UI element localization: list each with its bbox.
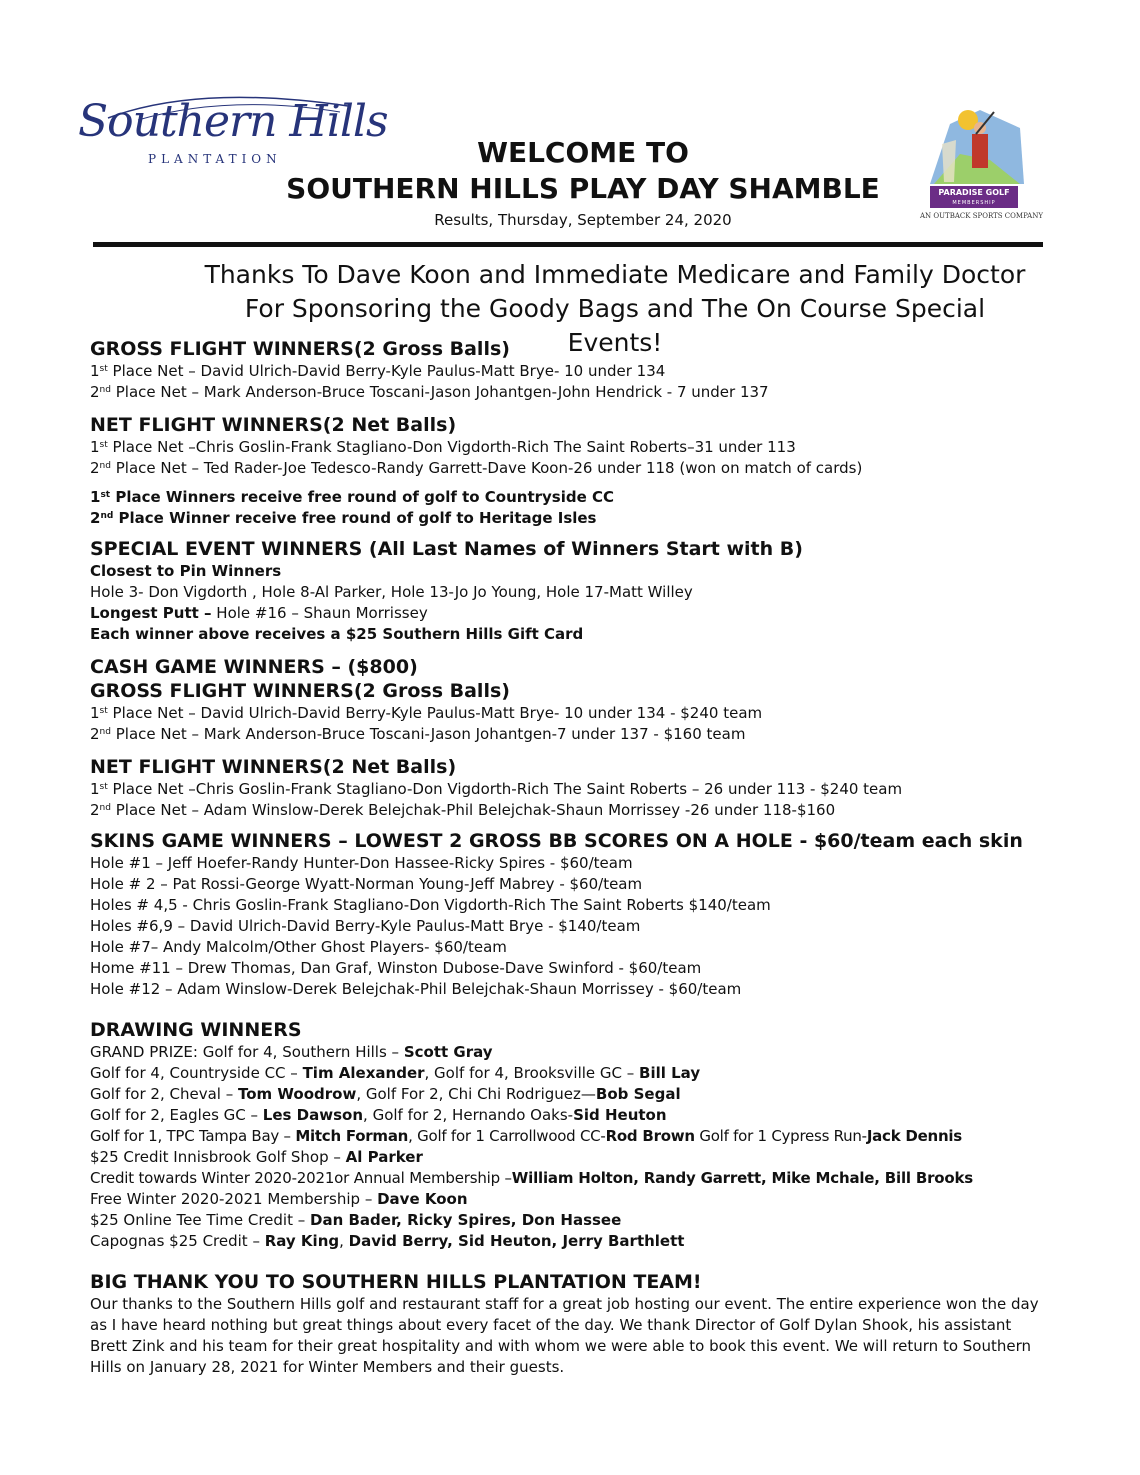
prize-text: , Golf for 2, Hernando Oaks- <box>363 1106 574 1124</box>
prize-first-line <box>90 487 1040 508</box>
skins-item: Hole #7– Andy Malcolm/Other Ghost Players- $60/team <box>90 938 507 956</box>
header-divider <box>93 242 1043 247</box>
winner-name: Dan Bader, Ricky Spires, Don Hassee <box>310 1211 622 1229</box>
ordinal: 1 <box>90 362 100 380</box>
ordinal-suffix: st <box>100 490 111 500</box>
ordinal-suffix: nd <box>99 385 111 395</box>
cash-net-first <box>90 779 1040 800</box>
prize-text: Golf for 2, Cheval – <box>90 1085 238 1103</box>
prize-text: Golf for 2, Eagles GC – <box>90 1106 263 1124</box>
skins-item: Hole #12 – Adam Winslow-Derek Belejchak-Phil Belejchak-Shaun Morrissey - $60/team <box>90 980 742 998</box>
skins-item: Hole # 2 – Pat Rossi-George Wyatt-Norman Young-Jeff Mabrey - $60/team <box>90 875 643 893</box>
drawing-line <box>90 1210 1040 1231</box>
net-second-line <box>90 458 1040 479</box>
prize-text: Golf for 1 Cypress Run- <box>694 1127 867 1145</box>
thanks-line1: Thanks To Dave Koon and Immediate Medicare and Family Doctor <box>204 260 1026 289</box>
prize-second-line <box>90 508 1040 529</box>
badge-title: PARADISE GOLF <box>938 188 1010 197</box>
paradise-golf-badge <box>930 186 1018 208</box>
gift-card-line: Each winner above receives a $25 Southern Hills Gift Card <box>90 625 584 643</box>
line-text: Place Net – Ted Rader-Joe Tedesco-Randy Garrett-Dave Koon-26 under 118 (won on match of cards) <box>110 459 863 477</box>
cash-gross-second <box>90 724 1040 745</box>
ordinal: 1 <box>90 488 101 506</box>
logo-script: Southern Hills <box>78 96 388 147</box>
ordinal-suffix: st <box>99 782 108 792</box>
gross-first-line <box>90 361 1040 382</box>
cash-gross-heading: GROSS FLIGHT WINNERS(2 Gross Balls) <box>90 680 510 702</box>
prize-text: Free Winter 2020-2021 Membership – <box>90 1190 378 1208</box>
winner-name: David Berry, Sid Heuton, Jerry Barthlett <box>348 1232 685 1250</box>
winner-name: Al Parker <box>345 1148 423 1166</box>
longest-putt-value: Hole #16 – Shaun Morrissey <box>211 604 428 622</box>
header-line2: SOUTHERN HILLS PLAY DAY SHAMBLE <box>286 172 880 205</box>
line-text: Place Net –Chris Goslin-Frank Stagliano-Don Vigdorth-Rich The Saint Roberts – 26 under 113 - $240 team <box>107 780 903 798</box>
cash-net-second <box>90 800 1040 821</box>
ordinal-suffix: st <box>99 440 108 450</box>
drawing-line <box>90 1168 1040 1189</box>
page-header <box>280 136 886 230</box>
net-flight-heading: NET FLIGHT WINNERS(2 Net Balls) <box>90 414 457 436</box>
winner-name: Les Dawson <box>262 1106 364 1124</box>
closing-paragraph: Our thanks to the Southern Hills golf and restaurant staff for a great job hosting our event. The entire experience won the day as I have heard nothing but great things about every facet of the day. We thank Director of Golf Dylan Shook, his assistant Brett Zink and his team for their great hospitality and with whom we were able to book this event. We will return to Southern Hills on January 28, 2021 for Winter Members and their guests. <box>90 1295 1039 1376</box>
net-first-line <box>90 437 1040 458</box>
ordinal: 1 <box>90 438 100 456</box>
closing-heading: BIG THANK YOU TO SOUTHERN HILLS PLANTATION TEAM! <box>90 1271 702 1293</box>
longest-putt-line <box>90 603 1040 624</box>
gross-second-line <box>90 382 1040 403</box>
ordinal: 2 <box>90 725 100 743</box>
special-event-heading: SPECIAL EVENT WINNERS (All Last Names of Winners Start with B) <box>90 538 803 560</box>
drawing-line <box>90 1126 1040 1147</box>
winner-name: Tom Woodrow <box>237 1085 357 1103</box>
thanks-line2: For Sponsoring the Goody Bags and The On Course Special Events! <box>244 294 986 357</box>
logo-tagline: AN OUTBACK SPORTS COMPANY <box>920 212 1043 220</box>
prize-text: Golf for 1, TPC Tampa Bay – <box>90 1127 296 1145</box>
longest-putt-label: Longest Putt – <box>90 604 212 622</box>
cash-gross-first <box>90 703 1040 724</box>
line-text: Place Net – David Ulrich-David Berry-Kyle Paulus-Matt Brye- 10 under 134 <box>107 362 666 380</box>
ordinal-suffix: nd <box>99 461 111 471</box>
ordinal-suffix: nd <box>99 803 111 813</box>
drawing-line <box>90 1189 1040 1210</box>
golfer-icon <box>920 104 1032 188</box>
prize-text: Capognas $25 Credit – <box>90 1232 265 1250</box>
cash-net-heading: NET FLIGHT WINNERS(2 Net Balls) <box>90 756 457 778</box>
skins-item: Holes #6,9 – David Ulrich-David Berry-Kyle Paulus-Matt Brye - $140/team <box>90 917 641 935</box>
prize-text: , <box>339 1232 349 1250</box>
ordinal: 2 <box>90 509 101 527</box>
drawing-heading: DRAWING WINNERS <box>90 1019 302 1041</box>
winner-name: Sid Heuton <box>573 1106 667 1124</box>
prize-text: , Golf for 1 Carrollwood CC- <box>408 1127 606 1145</box>
winner-name: Dave Koon <box>377 1190 468 1208</box>
prize-text: , Golf for 4, Brooksville GC – <box>424 1064 640 1082</box>
line-text: Place Winner receive free round of golf to Heritage Isles <box>113 509 597 527</box>
line-text: Place Net – Adam Winslow-Derek Belejchak-Phil Belejchak-Shaun Morrissey -26 under 118-$160 <box>110 801 836 819</box>
prize-text: $25 Online Tee Time Credit – <box>90 1211 311 1229</box>
line-text: Place Winners receive free round of golf to Countryside CC <box>110 488 615 506</box>
prize-text: Credit towards Winter 2020-2021or Annual Membership – <box>90 1169 512 1187</box>
logo-sub: PLANTATION <box>148 152 282 166</box>
ordinal-suffix: nd <box>99 727 111 737</box>
ordinal: 2 <box>90 383 100 401</box>
winner-name: William Holton, Randy Garrett, Mike Mchale, Bill Brooks <box>511 1169 974 1187</box>
winner-name: Jack Dennis <box>866 1127 962 1145</box>
prize-text: $25 Credit Innisbrook Golf Shop – <box>90 1148 346 1166</box>
results-content <box>90 337 1040 1378</box>
closest-pin-line: Hole 3- Don Vigdorth , Hole 8-Al Parker, Hole 13-Jo Jo Young, Hole 17-Matt Willey <box>90 583 693 601</box>
ordinal-suffix: nd <box>100 511 114 521</box>
winner-name: Mitch Forman <box>295 1127 409 1145</box>
drawing-line <box>90 1231 1040 1252</box>
ordinal: 1 <box>90 704 100 722</box>
winner-name: Ray King <box>264 1232 340 1250</box>
drawing-line <box>90 1105 1040 1126</box>
closest-pin-heading: Closest to Pin Winners <box>90 562 282 580</box>
winner-name: Scott Gray <box>403 1043 493 1061</box>
drawing-line <box>90 1063 1040 1084</box>
ordinal: 2 <box>90 801 100 819</box>
winner-name: Rod Brown <box>605 1127 695 1145</box>
skins-heading: SKINS GAME WINNERS – LOWEST 2 GROSS BB SCORES ON A HOLE - $60/team each skin <box>90 830 1023 852</box>
line-text: Place Net – Mark Anderson-Bruce Toscani-Jason Johantgen-John Hendrick - 7 under 137 <box>110 383 769 401</box>
skins-item: Home #11 – Drew Thomas, Dan Graf, Winston Dubose-Dave Swinford - $60/team <box>90 959 702 977</box>
header-line1: WELCOME TO <box>477 136 689 169</box>
line-text: Place Net – David Ulrich-David Berry-Kyle Paulus-Matt Brye- 10 under 134 - $240 team <box>107 704 763 722</box>
ordinal: 2 <box>90 459 100 477</box>
drawing-line <box>90 1084 1040 1105</box>
drawing-line <box>90 1147 1040 1168</box>
line-text: Place Net –Chris Goslin-Frank Stagliano-Don Vigdorth-Rich The Saint Roberts–31 under 113 <box>107 438 796 456</box>
ordinal: 1 <box>90 780 100 798</box>
paradise-golf-logo <box>920 104 1043 226</box>
winner-name: Bob Segal <box>595 1085 681 1103</box>
winner-name: Tim Alexander <box>302 1064 425 1082</box>
prize-text: Golf for 4, Countryside CC – <box>90 1064 303 1082</box>
skins-item: Holes # 4,5 - Chris Goslin-Frank Stagliano-Don Vigdorth-Rich The Saint Roberts $140/team <box>90 896 771 914</box>
drawing-line <box>90 1042 1040 1063</box>
line-text: Place Net – Mark Anderson-Bruce Toscani-Jason Johantgen-7 under 137 - $160 team <box>110 725 746 743</box>
header-date: Results, Thursday, September 24, 2020 <box>434 211 732 229</box>
cash-game-heading: CASH GAME WINNERS – ($800) <box>90 656 418 678</box>
winner-name: Bill Lay <box>639 1064 701 1082</box>
ordinal-suffix: st <box>99 364 108 374</box>
prize-text: GRAND PRIZE: Golf for 4, Southern Hills – <box>90 1043 404 1061</box>
prize-text: , Golf For 2, Chi Chi Rodriguez— <box>356 1085 596 1103</box>
skins-item: Hole #1 – Jeff Hoefer-Randy Hunter-Don Hassee-Ricky Spires - $60/team <box>90 854 633 872</box>
badge-sub: MEMBERSHIP <box>952 200 996 206</box>
gross-flight-heading: GROSS FLIGHT WINNERS(2 Gross Balls) <box>90 338 510 360</box>
ordinal-suffix: st <box>99 706 108 716</box>
